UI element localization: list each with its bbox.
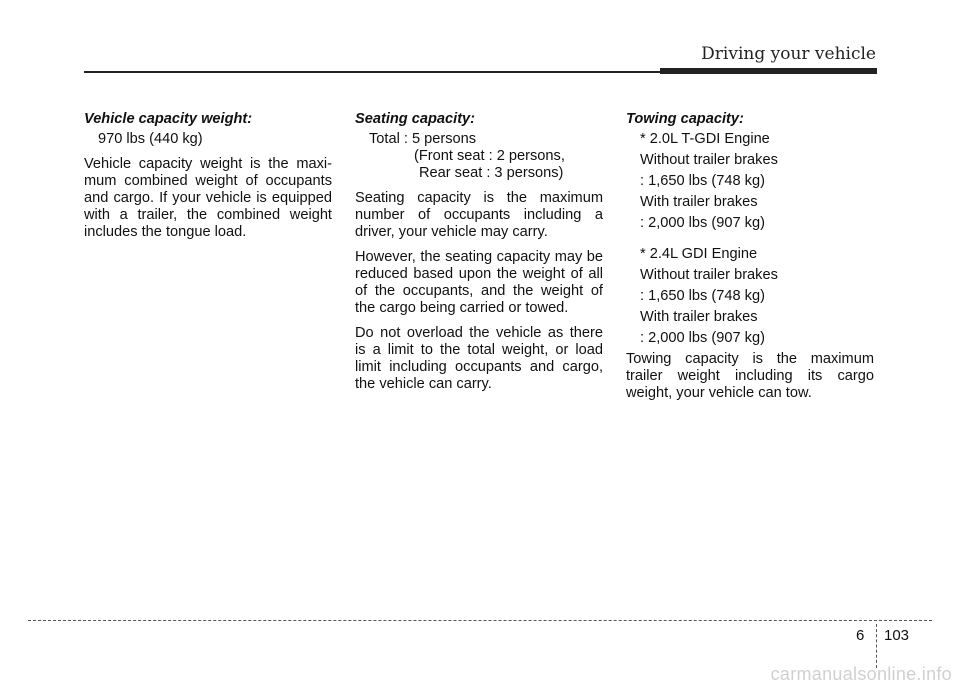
towing-engine-group (626, 246, 874, 347)
vehicle-capacity-value: 970 lbs (440 kg) (98, 131, 203, 147)
page-divider (876, 624, 877, 668)
seating-paragraph: Seating capacity is the maximum number of occupants including a driver, your vehicle may carry. (355, 190, 603, 240)
vehicle-capacity-heading: Vehicle capacity weight: (84, 111, 253, 127)
towing-capacity-section (626, 111, 874, 410)
seating-paragraph: Do not overload the vehicle as there is a limit to the total weight, or load limit including occupants and cargo, the vehicle can carry. (355, 325, 603, 392)
without-brakes-value: : 1,650 lbs (748 kg) (640, 288, 765, 304)
header-bar (660, 68, 877, 74)
towing-description: Towing capacity is the maximum trailer weight including its cargo weight, your vehicle can tow. (626, 351, 874, 401)
with-brakes-label: With trailer brakes (640, 309, 758, 325)
engine-name: * 2.4L GDI Engine (640, 246, 758, 262)
with-brakes-value: : 2,000 lbs (907 kg) (640, 215, 765, 231)
header-rule (84, 71, 660, 73)
with-brakes-label: With trailer brakes (640, 194, 758, 210)
without-brakes-value: : 1,650 lbs (748 kg) (640, 173, 765, 189)
vehicle-capacity-description: Vehicle capacity weight is the maxi-mum combined weight of occupants and cargo. If your vehicle is equipped with a trailer, the combined weight includes the tongue load. (84, 156, 332, 240)
footer-rule (28, 620, 932, 621)
towing-capacity-heading: Towing capacity: (626, 111, 744, 127)
page-number: 103 (884, 627, 910, 644)
without-brakes-label: Without trailer brakes (640, 152, 778, 168)
watermark: carmanualsonline.info (770, 664, 952, 684)
seating-capacity-heading: Seating capacity: (355, 111, 476, 127)
without-brakes-label: Without trailer brakes (640, 267, 778, 283)
towing-engine-group (626, 131, 874, 232)
chapter-number: 6 (856, 627, 865, 644)
section-title: Driving your vehicle (701, 44, 876, 64)
seating-capacity-section (355, 111, 603, 401)
with-brakes-value: : 2,000 lbs (907 kg) (640, 330, 765, 346)
seating-rear: Rear seat : 3 persons) (419, 165, 564, 181)
seating-front: (Front seat : 2 persons, (414, 148, 565, 164)
vehicle-capacity-section (84, 111, 332, 249)
engine-name: * 2.0L T-GDI Engine (640, 131, 770, 147)
seating-paragraph: However, the seating capacity may be reduced based upon the weight of all of the occupants, and the weight of the cargo being carried or towed. (355, 249, 603, 316)
seating-total: Total : 5 persons (369, 131, 477, 147)
